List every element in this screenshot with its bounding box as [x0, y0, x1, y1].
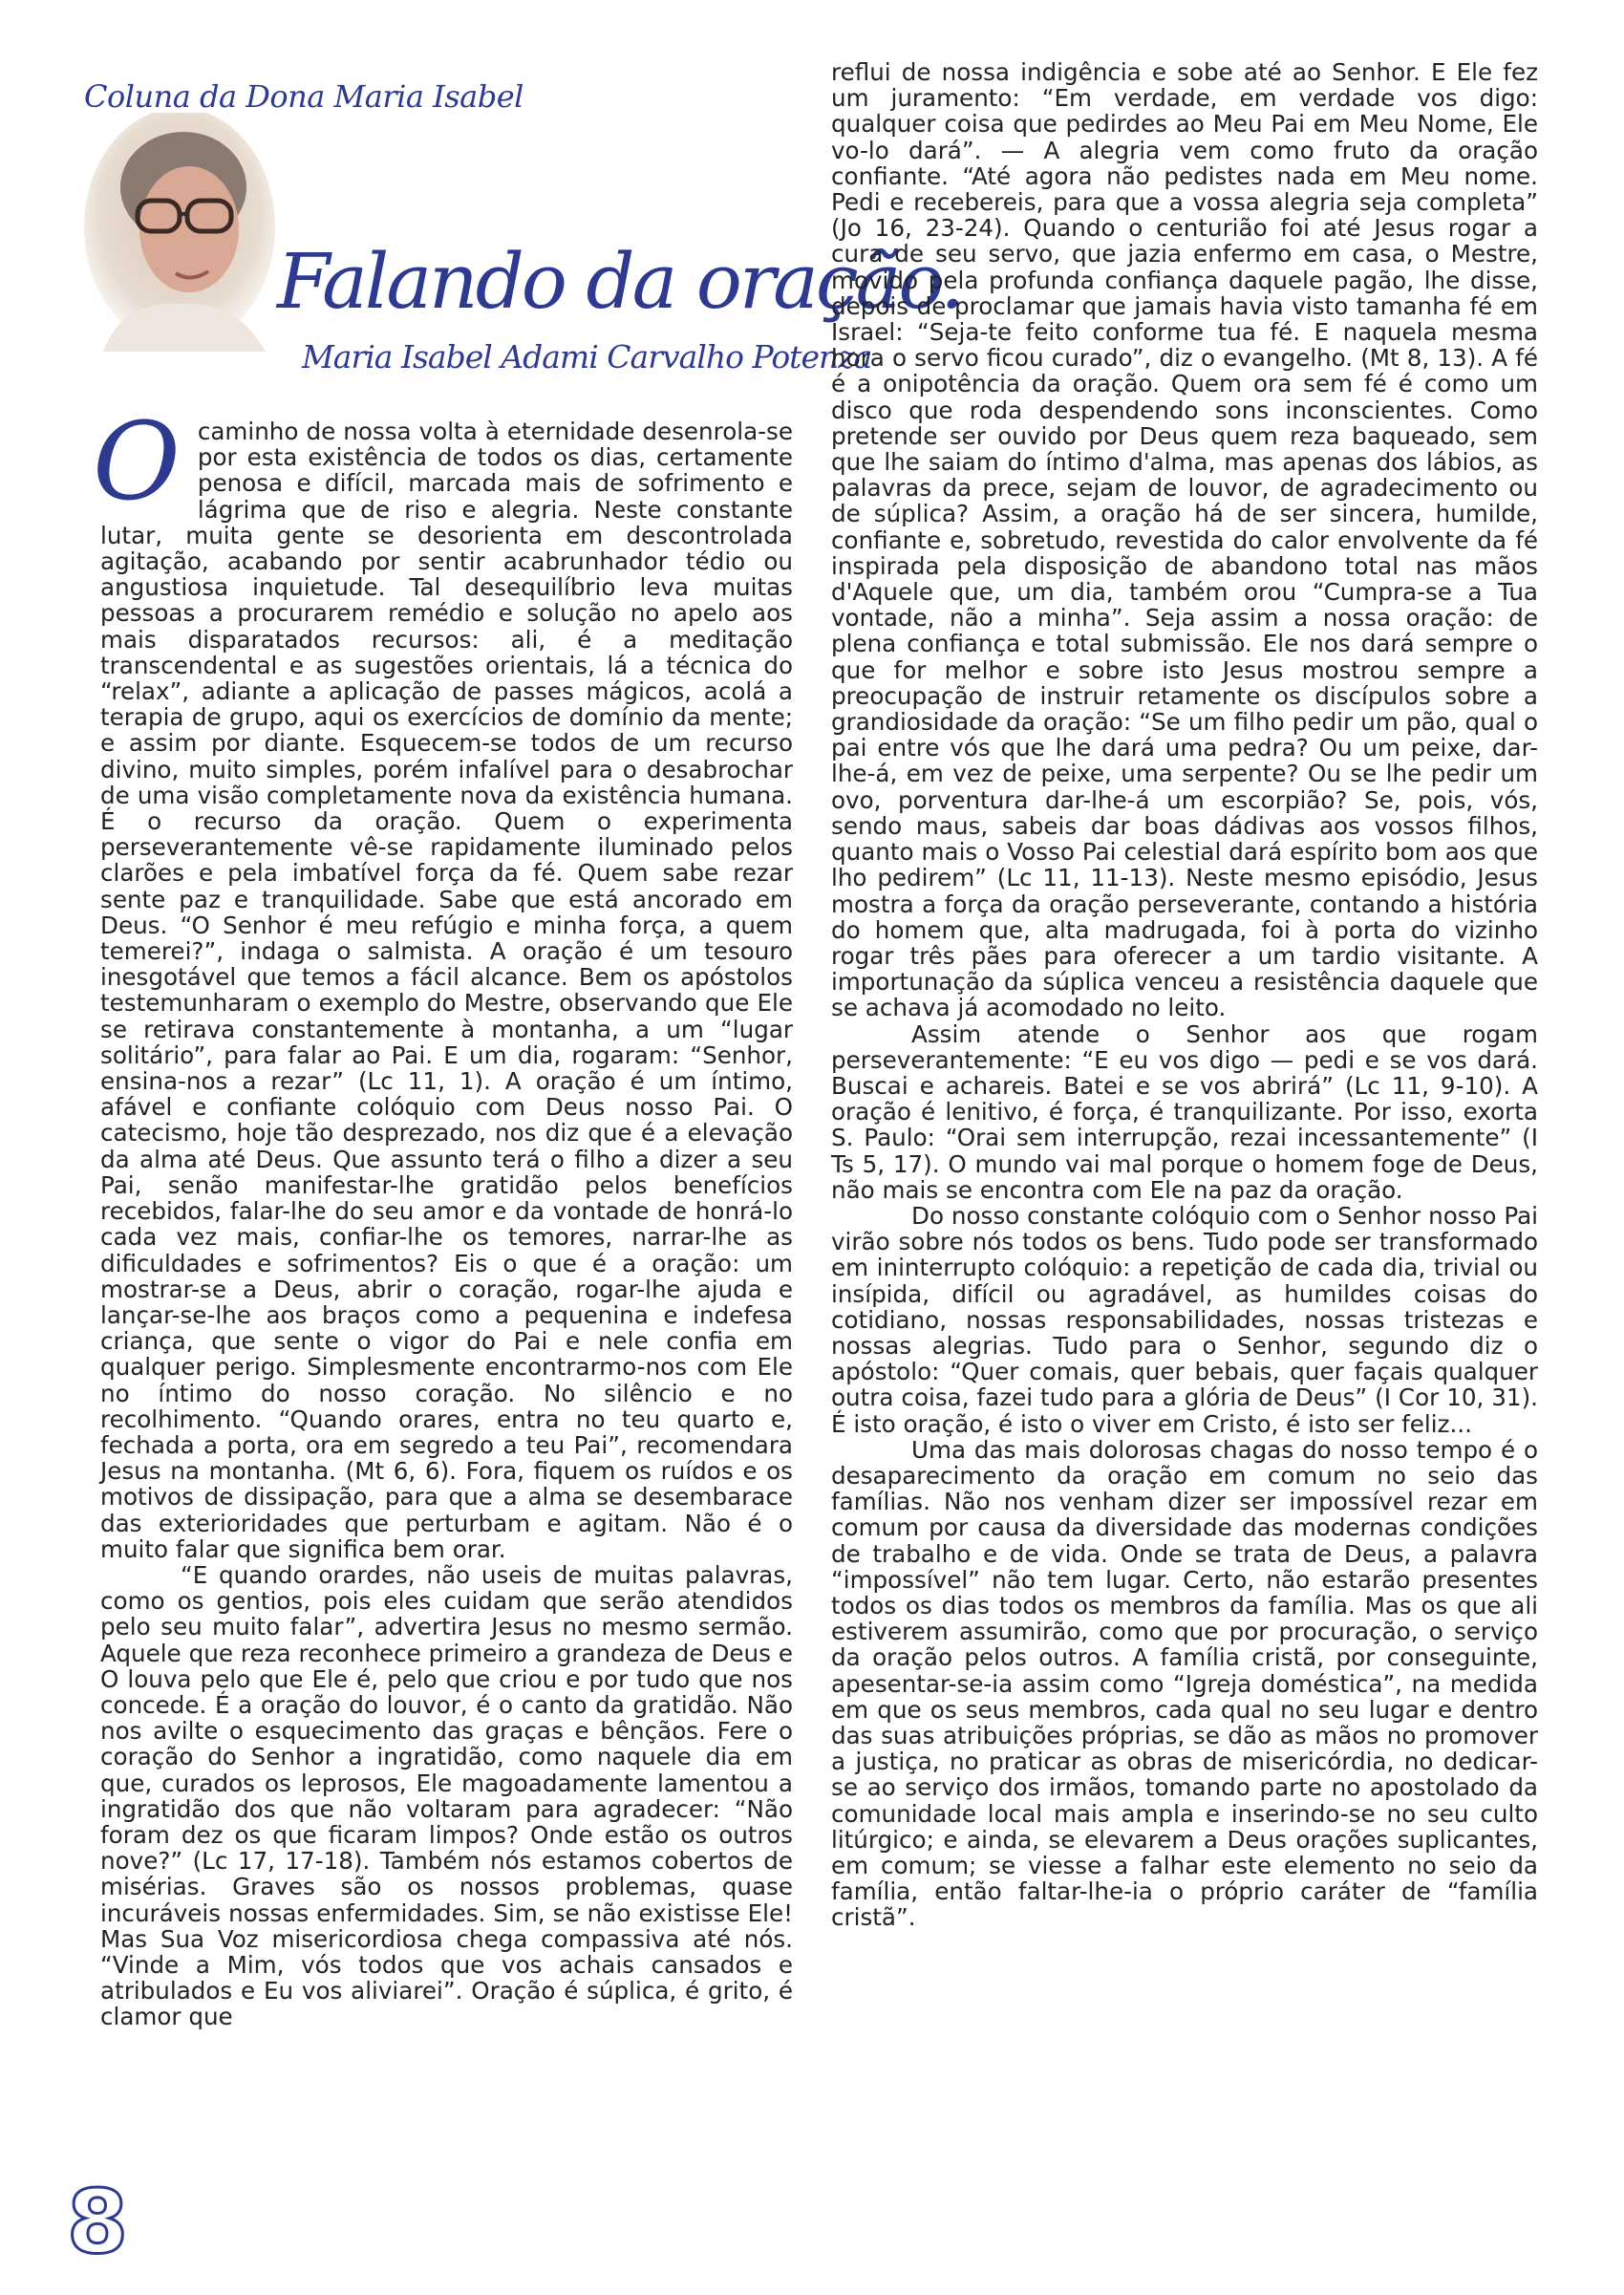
article-paragraph: Do nosso constante colóquio com o Senhor nosso Pai virão sobre nós todos os bens. Tudo pode ser transformado em ininterrupto colóquio: a repetição de cada dia, trivial ou insípida, difícil ou agradável, as humildes coisas do cotidiano, nossas responsabilidades, nossas tristezas e nossas alegrias. Tudo para o Senhor, segundo diz o apóstolo: “Quer comais, quer bebais, quer façais qualquer outra coisa, fazei tudo para a glória de Deus” (I Cor 10, 31). É isto oração, é isto o viver em Cristo, é isto ser feliz...: [831, 1201, 1538, 1438]
author-portrait: [84, 113, 275, 352]
drop-cap: O: [93, 400, 181, 525]
article-left-column: [93, 400, 793, 2031]
article-paragraph: reflui de nossa indigência e sobe até ao Senhor. E Ele fez um juramento: “Em verdade, em verdade vos digo: qualquer coisa que pedirdes ao Meu Pai em Meu Nome, Ele vo-lo dará”. — A alegria vem como fruto da oração confiante. “Até agora não pedistes nada em Meu nome. Pedi e recebereis, para que a vossa alegria seja completa” (Jo 16, 23-24). Quando o centurião foi até Jesus rogar a cura de seu servo, que jazia enfermo em casa, o Mestre, movido pela profunda confiança daquele pagão, lhe disse, depois de proclamar que jamais havia visto tamanha fé em Israel: “Seja-te feito conforme tua fé. E naquela mesma hora o servo ficou curado”, diz o evangelho. (Mt 8, 13). A fé é a onipotência da oração. Quem ora sem fé é como um disco que roda despendendo sons inconscientes. Como pretende ser ouvido por Deus quem reza baqueado, sem que lhe saiam do íntimo d'alma, mas apenas dos lábios, as palavras da prece, sejam de louvor, de agradecimento ou de súplica? Assim, a oração há de ser sincera, humilde, confiante e, sobretudo, revestida do calor envolvente da fé inspirada pela disposição de abandono total nas mãos d'Aquele que, um dia, também orou “Cumpra-se a Tua vontade, não a minha”. Seja assim a nossa oração: de plena confiança e total submissão. Ele nos dará sempre o que for melhor e sobre isto Jesus mostrou sempre a preocupação de instruir retamente os discípulos sobre a grandiosidade da oração: “Se um filho pedir um pão, qual o pai entre vós que lhe dará uma pedra? Ou um peixe, dar-lhe-á, em vez de peixe, uma serpente? Ou se lhe pedir um ovo, porventura dar-lhe-á um escorpião? Se, pois, vós, sendo maus, sabeis dar boas dádivas aos vossos filhos, quanto mais o Vosso Pai celestial dará espírito bom aos que lho pedirem” (Lc 11, 11-13). Neste mesmo episódio, Jesus mostra a força da oração perseverante, contando a história do homem que, alta madrugada, foi à porta do vizinho rogar três pães para oferecer a um tardio visitante. A importunação da súplica venceu a resistência daquele que se achava já acomodado no leito.: [831, 58, 1538, 1022]
column-tag: Coluna da Dona Maria Isabel: [84, 78, 524, 115]
paragraph-text: caminho de nossa volta à eternidade desenrola-se por esta existência de todos os dias, certamente penosa e difícil, marcada mais de sofrimento e lágrima que de riso e alegria. Neste constante lutar, muita gente se desorienta em descontrolada agitação, acabando por sentir acabrunhador tédio ou angustiosa inquietude. Tal desequilíbrio leva muitas pessoas a procurarem remédio e solução no apelo aos mais disparatados recursos: ali, é a meditação transcendental e as sugestões orientais, lá a técnica do “relax”, adiante a aplicação de passes mágicos, acolá a terapia de grupo, aqui os exercícios de domínio da mente; e assim por diante. Esquecem-se todos de um recurso divino, muito simples, porém infalível para o desabrochar de uma visão completamente nova da existência humana. É o recurso da oração. Quem o experimenta perseverantemente vê-se rapidamente iluminado pelos clarões e pela imbatível força da fé. Quem sabe rezar sente paz e tranquilidade. Sabe que está ancorado em Deus. “O Senhor é meu refúgio e minha força, a quem temerei?”, indaga o salmista. A oração é um tesouro inesgotável que temos a fácil alcance. Bem os apóstolos testemunharam o exemplo do Mestre, observando que Ele se retirava constantemente à montanha, a um “lugar solitário”, para falar ao Pai. E um dia, rogaram: “Senhor, ensina-nos a rezar” (Lc 11, 1). A oração é um íntimo, afável e confiante colóquio com Deus nosso Pai. O catecismo, hoje tão desprezado, nos diz que é a elevação da alma até Deus. Que assunto terá o filho a dizer a seu Pai, senão manifestar-lhe gratidão pelos benefícios recebidos, falar-lhe do seu amor e da vontade de honrá-lo cada vez mais, confiar-lhe os temores, narrar-lhe as dificuldades e sofrimentos? Eis o que é a oração: um mostrar-se a Deus, abrir o coração, rogar-lhe ajuda e lançar-se-lhe aos braços como a pequenina e indefesa criança, que sente o vigor do Pai e nele confia em qualquer perigo. Simplesmente encontrarmo-nos com Ele no íntimo do nosso coração. No silêncio e no recolhimento. “Quando orares, entra no teu quarto e, fechada a porta, ora em segredo a teu Pai”, recomendara Jesus na montanha. (Mt 6, 6). Fora, fiquem os ruídos e os motivos de dissipação, para que a alma se desembarace das exterioridades que perturbam e agitam. Não é o muito falar que significa bem orar.: [100, 418, 793, 1563]
article-paragraph: Assim atende o Senhor aos que rogam perseverantemente: “E eu vos digo — pedi e se vos dará. Buscai e achareis. Batei e se vos abrirá” (Lc 11, 9-10). A oração é lenitivo, é força, é tranquilizante. Por isso, exorta S. Paulo: “Orai sem interrupção, rezai incessantemente” (I Ts 5, 17). O mundo vai mal porque o homem foge de Deus, não mais se encontra com Ele na paz da oração.: [831, 1019, 1538, 1204]
article-paragraph: “E quando orardes, não useis de muitas palavras, como os gentios, pois eles cuidam que serão atendidos pelo seu muito falar”, advertira Jesus no mesmo sermão. Aquele que reza reconhece primeiro a grandeza de Deus e O louva pelo que Ele é, pelo que criou e por tudo que nos concede. É a oração do louvor, é o canto da gratidão. Não nos avilte o esquecimento das graças e bênçãos. Fere o coração do Senhor a ingratidão, como naquele dia em que, curados os leprosos, Ele magoadamente lamentou a ingratidão dos que não voltaram para agradecer: “Não foram dez os que ficaram limpos? Onde estão os outros nove?” (Lc 17, 17-18). Também nós estamos cobertos de misérias. Graves são os nossos problemas, quase incuráveis nossas enfermidades. Sim, se não existisse Ele! Mas Sua Voz misericordiosa chega compassiva até nós. “Vinde a Mim, vós todos que vos achais cansados e atribulados e Eu vos aliviarei”. Oração é súplica, é grito, é clamor que: [100, 1560, 793, 2031]
page-title: Falando da oração.: [277, 237, 962, 326]
article-right-column: [831, 59, 1538, 1931]
article-paragraph: [93, 400, 793, 1563]
page-number: 8: [67, 2171, 129, 2273]
author-byline: Maria Isabel Adami Carvalho Potenza: [302, 338, 872, 375]
article-paragraph: Uma das mais dolorosas chagas do nosso tempo é o desaparecimento da oração em comum no seio das famílias. Não nos venham dizer ser impossível rezar em comum por causa da diversidade das modernas condições de trabalho e de vida. Onde se trata de Deus, a palavra “impossível” não tem lugar. Certo, não estarão presentes todos os dias todos os membros da família. Mas os que ali estiverem assumirão, como que por procuração, o serviço da oração pelos outros. A família cristã, por conseguinte, apesentar-se-ia assim como “Igreja doméstica”, na medida em que os seus membros, cada qual no seu lugar e dentro das suas atribuições próprias, se dão as mãos no promover a justiça, no praticar as obras de misericórdia, no dedicar-se ao serviço dos irmãos, tomando parte no apostolado da comunidade local mais ampla e inserindo-se no seu culto litúrgico; e ainda, se elevarem a Deus orações suplicantes, em comum; se viesse a falhar este elemento no seio da família, então faltar-lhe-ia o próprio caráter de “família cristã”.: [831, 1435, 1538, 1932]
